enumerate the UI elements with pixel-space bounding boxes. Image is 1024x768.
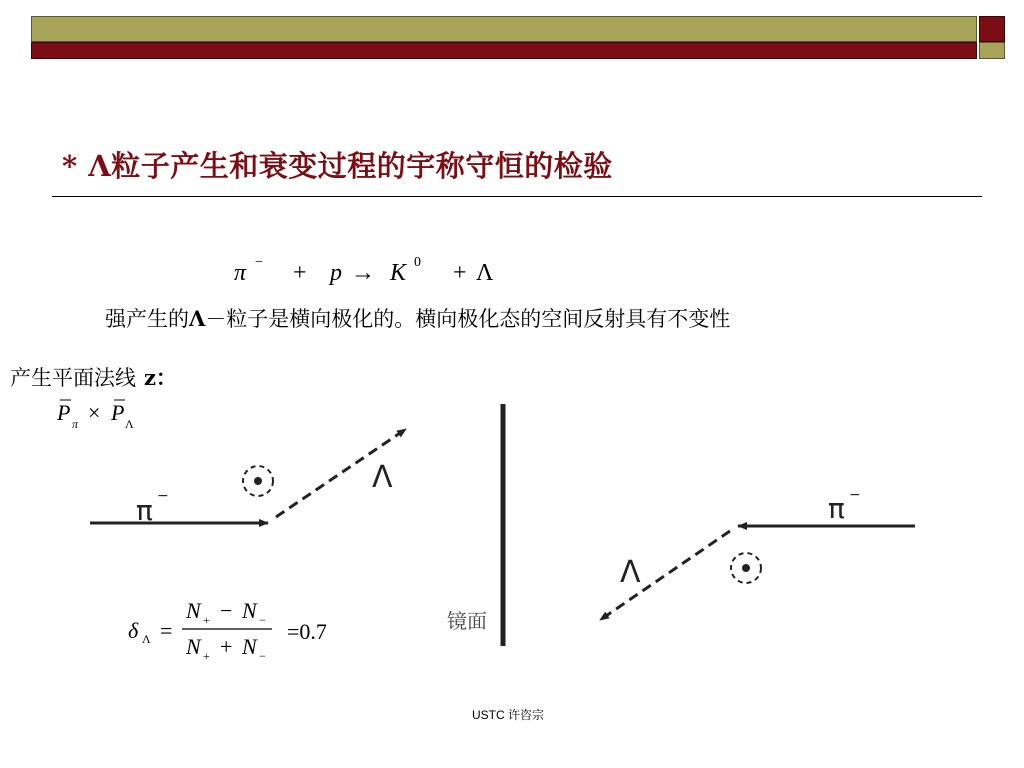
reaction-equation: [234, 255, 494, 286]
formula-delta-sub: Λ: [142, 632, 151, 646]
reaction-arrow: →: [351, 260, 375, 286]
out-of-plane-dot-left: [254, 477, 262, 485]
formula-N3-sub: +: [203, 649, 210, 663]
pi-label-left: π: [136, 494, 153, 527]
pi-label-right-sup: −: [849, 487, 861, 503]
cross-P1: P: [57, 400, 71, 425]
normal-label-z: z：: [144, 365, 177, 390]
footer-credit: USTC 许咨宗: [472, 708, 545, 722]
slide-title: * Λ粒子产生和衰变过程的宇称守恒的检验: [62, 149, 613, 183]
formula-eq: =: [160, 618, 173, 643]
formula-minus: −: [220, 598, 233, 623]
reaction-p: p: [330, 260, 342, 286]
formula-N4: N: [242, 634, 257, 659]
formula-N2: N: [242, 598, 257, 623]
pi-label-left-sup: −: [157, 488, 169, 504]
cross-product: [56, 400, 134, 431]
reaction-K: K: [390, 260, 407, 286]
formula-N1-sub: +: [203, 613, 210, 627]
cross-times: ×: [88, 400, 101, 425]
reaction-lambda: Λ: [476, 260, 494, 286]
formula-N2-sub: −: [259, 613, 266, 627]
left-process: [90, 429, 406, 527]
formula-delta: δ: [128, 618, 139, 643]
formula-N1: N: [186, 598, 201, 623]
formula-plus: +: [220, 634, 233, 659]
cross-sub2: Λ: [125, 417, 134, 431]
cross-sub1: π: [72, 417, 79, 431]
formula-result: =0.7: [287, 619, 327, 644]
lambda-label-left: Λ: [372, 460, 393, 495]
out-of-plane-dot-right: [742, 564, 750, 572]
statement-suffix: －粒子是横向极化的。横向极化态的空间反射具有不变性: [205, 307, 731, 331]
formula-N4-sub: −: [259, 649, 266, 663]
reaction-pi-sup: −: [255, 255, 263, 270]
mirror-label: 镜面: [447, 609, 487, 633]
reaction-plus-2: +: [453, 260, 467, 286]
reaction-pi: π: [234, 260, 247, 286]
reaction-plus-1: +: [293, 260, 307, 286]
formula-N3: N: [186, 634, 201, 659]
cross-P2: P: [111, 400, 125, 425]
pi-label-right: π: [828, 492, 845, 525]
right-process: [600, 487, 915, 620]
asymmetry-formula: [128, 598, 327, 663]
reaction-K-sup: 0: [414, 255, 421, 270]
lambda-label-right: Λ: [620, 555, 641, 590]
normal-label-text: 产生平面法线: [10, 366, 136, 390]
statement-lambda: Λ: [189, 306, 206, 331]
statement-prefix: 强产生的: [105, 307, 189, 331]
